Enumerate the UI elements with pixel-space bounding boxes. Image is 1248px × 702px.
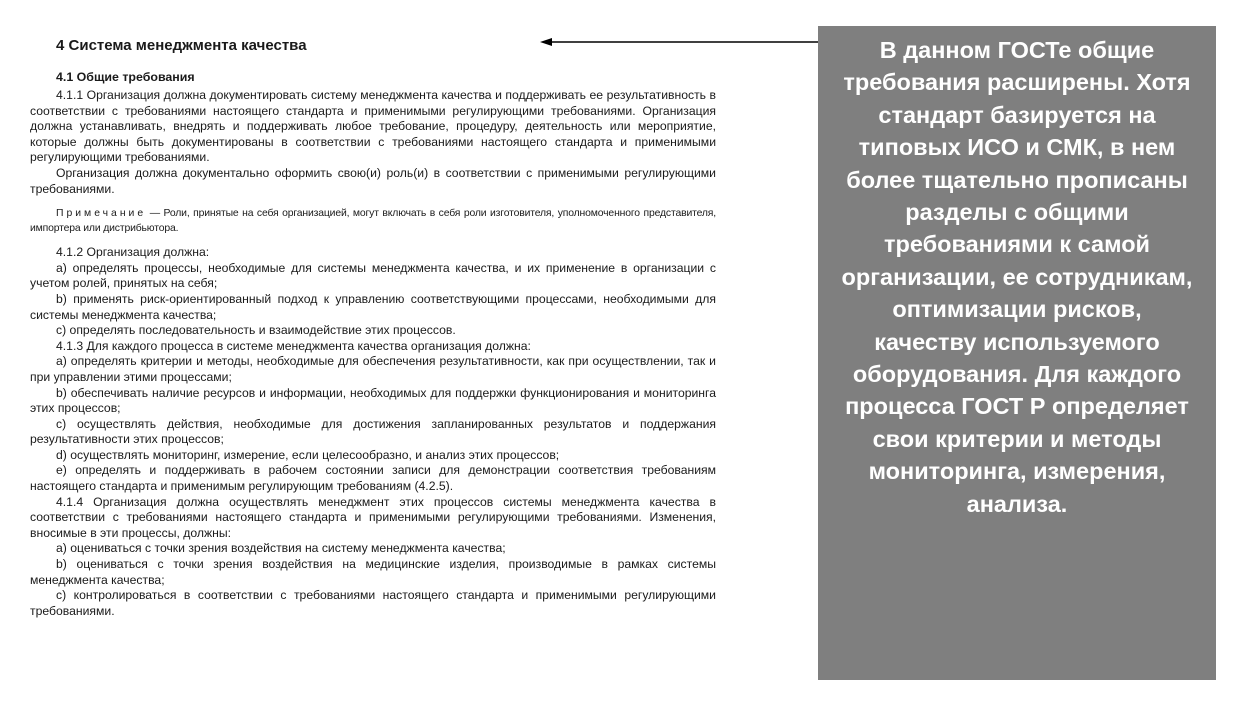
list-item-4-1-3-c: c) осуществлять действия, необходимые для достижения запланированных результатов и поддержания результативности этих процессов; xyxy=(30,416,716,447)
list-item-4-1-3-e: e) определять и поддерживать в рабочем состоянии записи для демонстрации соответствия требованиям настоящего стандарта и применимым регулирующим требованиям (4.2.5). xyxy=(30,463,716,494)
arrow-left-icon xyxy=(540,36,860,48)
paragraph-4-1-2: 4.1.2 Организация должна: xyxy=(56,245,210,260)
note-label: Примечание xyxy=(56,208,147,220)
list-item-4-1-2-a: a) определять процессы, необходимые для системы менеджмента качества, и их применение в организации с учетом ролей, принятых на себя; xyxy=(30,260,716,291)
callout-text: В данном ГОСТе общие требования расширены. Хотя стандарт базируется на типовых ИСО и СМК, в нем более тщательно прописаны разделы с общими требованиями к самой организации, ее сотрудникам, оптимизации рисков, качеству используемого оборудования. Для каждого процесса ГОСТ Р определяет свои критерии и методы мониторинга, измерения, анализа. xyxy=(841,37,1193,517)
callout-box xyxy=(818,26,1216,680)
paragraph-4-1-3: 4.1.3 Для каждого процесса в системе менеджмента качества организация должна: xyxy=(56,338,531,353)
list-item-4-1-3-d: d) осуществлять мониторинг, измерение, если целесообразно, и анализ этих процессов; xyxy=(56,447,560,462)
list-item-4-1-4-a: a) оцениваться с точки зрения воздействия на систему менеджмента качества; xyxy=(56,541,506,556)
note xyxy=(30,206,716,236)
gost-document-excerpt xyxy=(30,36,716,619)
list-item-4-1-2-b: b) применять риск-ориентированный подход к управлению соответствующими процессами, необходимыми для системы менеджмента качества; xyxy=(30,291,716,322)
subsection-title: 4.1 Общие требования xyxy=(56,70,195,84)
note-text: — Роли, принятые на себя организацией, могут включать в себя роли изготовителя, уполномоченного представителя, импортера или дистрибьютора. xyxy=(30,208,716,235)
paragraph-4-1-1-roles: Организация должна документально оформить свою(и) роль(и) в соответствии с применимыми регулирующими требованиями. xyxy=(30,165,716,196)
list-item-4-1-2-c: c) определять последовательность и взаимодействие этих процессов. xyxy=(56,323,456,338)
paragraph-4-1-4: 4.1.4 Организация должна осуществлять менеджмент этих процессов системы менеджмента качества в соответствии с требованиями настоящего стандарта и применимыми регулирующими требованиями. Изменения, вносимые в эти процессы, должны: xyxy=(30,494,716,540)
list-item-4-1-4-c: c) контролироваться в соответствии с требованиями настоящего стандарта и применимыми регулирующими требованиями. xyxy=(30,588,716,618)
list-item-4-1-4-b: b) оцениваться с точки зрения воздействия на медицинские изделия, производимые в рамках системы менеджмента качества; xyxy=(30,557,716,587)
list-item-4-1-3-a: a) определять критерии и методы, необходимые для обеспечения результативности, как при осуществлении, так и при управлении этими процессами; xyxy=(30,354,716,384)
section-title: 4 Система менеджмента качества xyxy=(56,37,307,54)
paragraph-4-1-1: 4.1.1 Организация должна документировать систему менеджмента качества и поддерживать ее результативность в соответствии с требованиями настоящего стандарта и применимыми регулирующими требованиями. Организация должна устанавливать, внедрять и поддерживать любое требование, процедуру, деятельность или мероприятие, которые должны быть документированы в соответствии с требованиями настоящего стандарта и применимыми регулирующими требованиями. xyxy=(30,88,716,165)
list-item-4-1-3-b: b) обеспечивать наличие ресурсов и информации, необходимых для поддержки функционирования и мониторинга этих процессов; xyxy=(30,385,716,416)
